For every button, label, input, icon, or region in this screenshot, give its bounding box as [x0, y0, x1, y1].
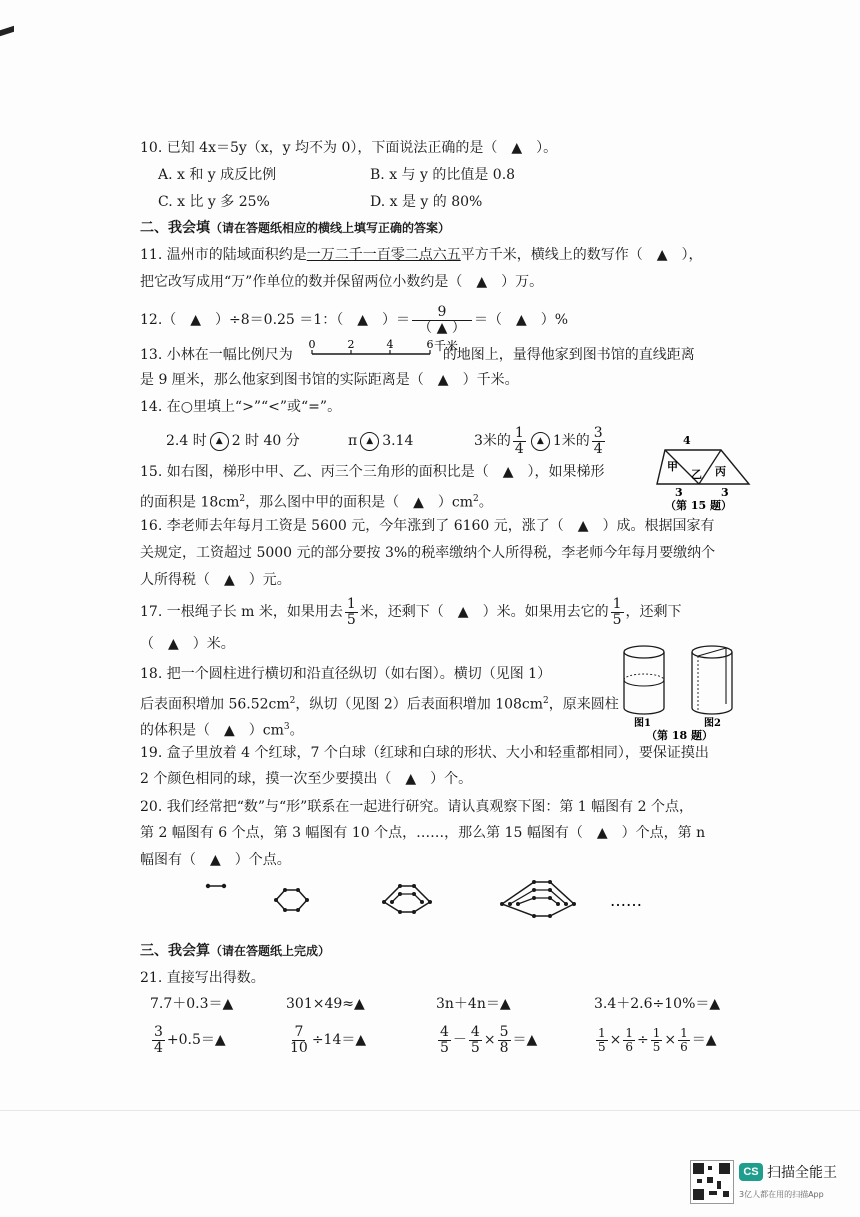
q13-text-b: 的地图上，量得他家到图书馆的直线距离: [442, 347, 695, 363]
q18-sup: 2: [289, 696, 296, 706]
frac-den: 5: [612, 611, 622, 628]
q17-fraction-1: [345, 597, 358, 628]
q20-line2: 第 2 幅图有 6 个点，第 3 幅图有 10 个点，……，那么第 15 幅图有（ ▲ ）个点，第 n: [140, 825, 706, 841]
q14-item-1: [166, 424, 300, 458]
q19-line1: 19. 盒子里放着 4 个红球，7 个白球（红球和白球的形状、大小和轻重都相同），要保证摸出: [140, 745, 709, 761]
q19-line2: 2 个颜色相同的球，摸一次至少要摸出（ ▲ ）个。: [140, 771, 473, 787]
q18-text-a: 后表面积增加 56.52cm: [140, 696, 290, 713]
compare-circle-icon: ▲: [531, 432, 550, 451]
trap-bottom-right: 3: [721, 486, 729, 499]
q15-caption: （第 15 题）: [665, 499, 732, 512]
calc8-fraction-1: [596, 1027, 608, 1054]
q10-option-b: B. x 与 y 的比值是 0.8: [370, 167, 516, 183]
q14-c2-left: π: [348, 433, 358, 449]
q11-line2: 把它改写成用“万”作单位的数并保留两位小数约是（ ▲ ）万。: [140, 274, 544, 290]
calc8-fraction-2: [623, 1027, 635, 1054]
section3-title: 三、我会算: [140, 943, 210, 959]
q14-c1-left: 2.4 时: [166, 433, 207, 449]
scale-tick-4: 4: [386, 338, 394, 351]
frac-den: 6: [625, 1039, 634, 1054]
q18-line3: [140, 717, 304, 741]
compare-circle-icon: ▲: [360, 432, 379, 451]
q12-fraction: [412, 305, 472, 336]
frac-num: 3: [593, 424, 603, 441]
q18-text-b: 。: [289, 722, 304, 739]
q18-sup2: 2: [543, 696, 549, 706]
q13-line2: 是 9 厘米，那么他家到图书馆的实际距离是（ ▲ ）千米。: [140, 372, 519, 388]
q15-trapezoid-figure: [655, 432, 755, 512]
frac-num: 7: [294, 1023, 304, 1040]
frac-den: 5: [652, 1039, 661, 1054]
q14-item-2: [348, 424, 413, 458]
scanner-tagline: 3亿人都在用的扫描App: [739, 1190, 824, 1199]
q21-calc-1: 7.7＋0.3＝▲: [150, 996, 234, 1012]
frac-den: 5: [598, 1039, 606, 1054]
frac-den: 5: [440, 1039, 449, 1056]
page-bottom-edge: [0, 1110, 860, 1111]
q18-text-a: 的体积是（ ▲ ）cm: [140, 722, 284, 739]
q21-calc-3: 3n＋4n＝▲: [436, 996, 511, 1012]
q21-calc-8: [594, 1022, 717, 1058]
q21-stem: 21. 直接写出得数。: [140, 970, 265, 986]
frac-num: 1: [598, 1025, 606, 1040]
q14-stem: 14. 在○里填上“>”“<”或“=”。: [140, 399, 342, 415]
fig1-label: 图1: [634, 718, 651, 729]
camscanner-logo: CS: [739, 1163, 763, 1181]
calc7-fraction-1: [438, 1025, 451, 1056]
q15-sup2: 2: [473, 494, 479, 504]
q16-line3: 人所得税（ ▲ ）元。: [140, 572, 291, 588]
section2-note: （请在答题纸相应的横线上填写正确的答案）: [210, 221, 451, 235]
calc7-op2: ×: [483, 1032, 496, 1048]
frac-num: 1: [680, 1025, 688, 1040]
q14-c3-fraction-2: [592, 426, 605, 457]
frac-den: 4: [154, 1039, 163, 1056]
q17-text-c: ，还剩下: [625, 604, 682, 620]
q17-text-b: 米，还剩下（ ▲ ）米。如果用去它的: [359, 604, 609, 620]
calc8-op3: ×: [664, 1032, 677, 1048]
q12-text-a: 12.（ ▲ ）÷8＝0.25 ＝1：（ ▲ ）＝: [140, 312, 410, 328]
calc7-rest: ＝▲: [512, 1032, 538, 1048]
trap-top-label: 4: [683, 434, 691, 447]
frac-num: 5: [499, 1023, 509, 1040]
q16-line2: 关规定，工资超过 5000 元的部分要按 3%的税率缴纳个人所得税，李老师今年每月要缴纳个: [140, 545, 716, 561]
q17-text-a: 17. 一根绳子长 m 米，如果用去: [140, 604, 343, 620]
scanner-brand-name: 扫描全能王: [767, 1165, 837, 1181]
calc8-op2: ÷: [637, 1032, 649, 1048]
q15-text-a: 的面积是 18cm: [140, 494, 240, 511]
q18-caption: （第 18 题）: [646, 729, 713, 742]
q15-line1: 15. 如右图，梯形中甲、乙、丙三个三角形的面积比是（ ▲ ），如果梯形: [140, 464, 605, 480]
frac-num: 3: [154, 1023, 163, 1040]
frac-den: 8: [499, 1039, 509, 1056]
section3-heading: [140, 941, 330, 961]
q10-option-a: A. x 和 y 成反比例: [158, 167, 277, 183]
q20-dot-pattern-figure: [200, 878, 660, 922]
q20-ellipsis: ……: [610, 891, 642, 910]
q15-line2: [140, 489, 493, 513]
calc8-fraction-4: [678, 1027, 690, 1054]
q18-text-b: ，纵切（见图 2）后表面积增加 108cm: [295, 696, 544, 713]
calc7-fraction-2: [469, 1025, 482, 1056]
q15-text-c: 。: [478, 494, 493, 511]
frac-num: 1: [612, 595, 622, 612]
calc5-fraction: [152, 1025, 165, 1056]
calc6-fraction: [288, 1025, 310, 1056]
scale-tick-6: 6: [426, 338, 434, 351]
frac-den: 4: [514, 440, 524, 457]
q18-line2: [140, 691, 619, 715]
calc8-op1: ×: [609, 1032, 622, 1048]
q14-c3-fraction: [513, 426, 526, 457]
q21-calc-4: 3.4＋2.6÷10%＝▲: [594, 996, 721, 1012]
q14-item-3: [474, 424, 607, 458]
calc8-rest: ＝▲: [691, 1032, 717, 1048]
fig2-label: 图2: [704, 718, 721, 729]
q21-calc-2: 301×49≈▲: [286, 996, 365, 1012]
scale-tick-0: 0: [308, 338, 316, 351]
q12-text-b: ＝（ ▲ ）%: [473, 312, 569, 328]
scan-edge-mark: [0, 26, 14, 37]
q20-line1: 20. 我们经常把“数”与“形”联系在一起进行研究。请认真观察下图：第 1 幅图有 2 个点，: [140, 799, 693, 815]
q11-line1: [140, 245, 702, 265]
scale-unit: 千米: [434, 339, 459, 353]
frac-den: 4: [593, 440, 603, 457]
q10-option-c: C. x 比 y 多 25%: [158, 194, 270, 210]
calc8-fraction-3: [651, 1027, 663, 1054]
frac-num: 1: [514, 424, 524, 441]
q14-c3-right: 1米的: [552, 433, 590, 449]
q13-scale-bar: [308, 338, 460, 360]
q12-frac-num: 9: [412, 305, 472, 321]
q21-calc-7: [436, 1022, 537, 1058]
frac-den: 10: [290, 1039, 308, 1056]
q18-cylinder-figure: [620, 644, 745, 740]
q11-text-a: 11. 温州市的陆域面积约是: [140, 247, 307, 263]
scale-tick-2: 2: [347, 338, 355, 351]
compare-circle-icon: ▲: [210, 432, 229, 451]
q12-frac-den: （ ▲ ）: [418, 319, 466, 336]
frac-num: 4: [440, 1023, 449, 1040]
trap-jia: 甲: [667, 460, 678, 473]
frac-num: 4: [470, 1023, 480, 1040]
q10-option-d: D. x 是 y 的 80%: [370, 194, 483, 210]
frac-num: 1: [625, 1025, 634, 1040]
frac-num: 1: [652, 1025, 661, 1040]
q11-text-b: 平方千米，横线上的数写作（ ▲ ），: [460, 247, 703, 263]
calc6-rest: ÷14＝▲: [311, 1032, 367, 1048]
section2-heading: [140, 218, 450, 238]
q14-c3-left: 3米的: [474, 433, 511, 449]
calc5-rest: +0.5＝▲: [166, 1032, 226, 1048]
q13-text-a: 13. 小林在一幅比例尺为: [140, 347, 293, 363]
q17-fraction-2: [611, 597, 624, 628]
q17-line1: [140, 594, 682, 630]
frac-den: 5: [346, 611, 356, 628]
q20-line3: 幅图有（ ▲ ）个点。: [140, 852, 291, 868]
section2-title: 二、我会填: [140, 220, 210, 236]
q18-sup3: 3: [283, 722, 290, 732]
trap-bottom-left: 3: [675, 486, 683, 499]
q21-calc-6: [286, 1022, 366, 1058]
trap-yi: 乙: [691, 468, 702, 481]
q17-line2: （ ▲ ）米。: [140, 636, 235, 652]
trap-bing: 丙: [715, 465, 726, 478]
q15-sup: 2: [239, 494, 246, 504]
frac-den: 5: [470, 1039, 480, 1056]
frac-den: 6: [680, 1039, 688, 1054]
calc7-op1: －: [452, 1032, 467, 1048]
q16-line1: 16. 李老师去年每月工资是 5600 元，今年涨到了 6160 元，涨了（ ▲ ）成。根据国家有: [140, 518, 715, 534]
q18-text-c: ，原来圆柱: [548, 696, 619, 713]
calc7-fraction-3: [498, 1025, 511, 1056]
q18-line1: 18. 把一个圆柱进行横切和沿直径纵切（如右图）。横切（见图 1）: [140, 666, 552, 682]
frac-num: 1: [346, 595, 356, 612]
q11-underlined-number: 一万二千一百零二点六五: [306, 247, 461, 263]
q12-line: [140, 300, 568, 340]
q14-c1-right: 2 时 40 分: [231, 433, 300, 449]
section3-note: （请在答题纸上完成）: [210, 944, 331, 958]
q15-text-b: ，那么图中甲的面积是（ ▲ ）cm: [245, 494, 474, 511]
qr-code-icon: [690, 1160, 734, 1204]
q14-c2-right: 3.14: [382, 433, 414, 449]
q10-stem: 10. 已知 4x＝5y（x，y 均不为 0），下面说法正确的是（ ▲ ）。: [140, 140, 558, 156]
q21-calc-5: [150, 1022, 226, 1058]
